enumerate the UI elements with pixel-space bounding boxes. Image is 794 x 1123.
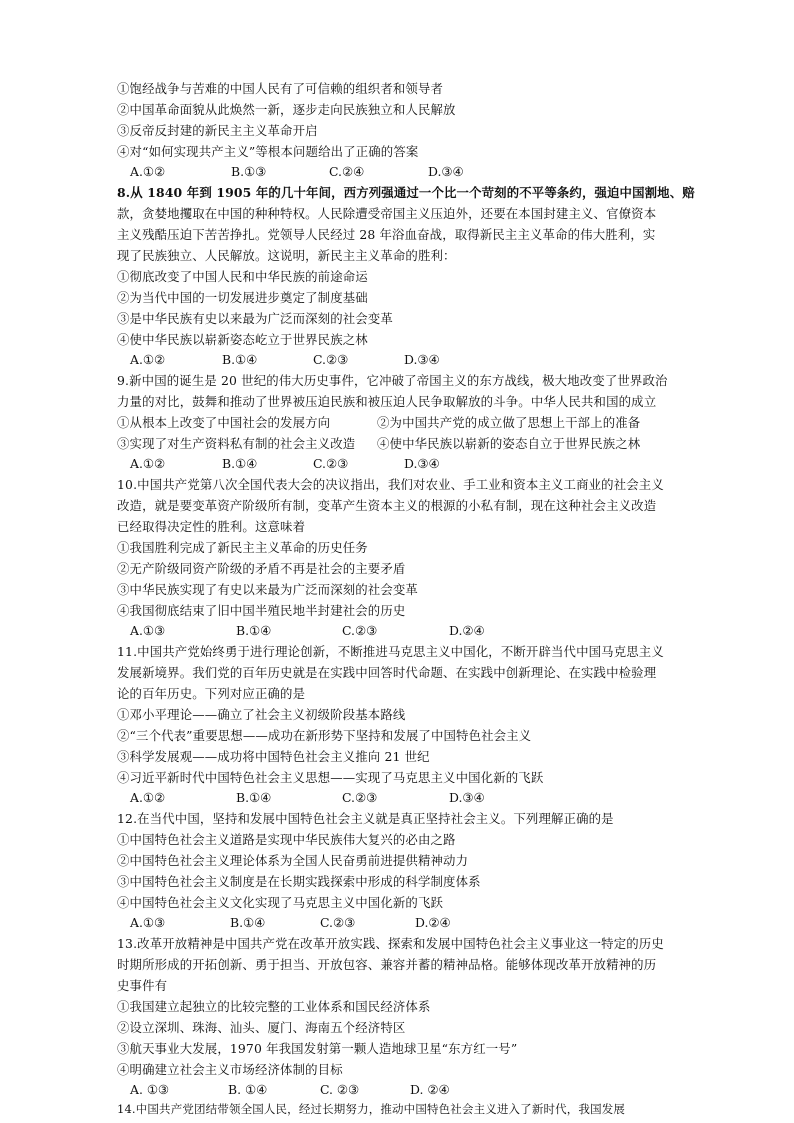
q9-option-d: D.③④	[404, 456, 440, 471]
q11-option-d: D.③④	[449, 790, 485, 805]
q10-option-b: B.①④	[236, 623, 272, 638]
q11-item-2: ②“三个代表”重要思想——成功在新形势下坚持和发展了中国特色社会主义	[117, 728, 532, 743]
q8-item-4: ④使中华民族以崭新姿态屹立于世界民族之林	[117, 332, 368, 347]
q13-stem-line-3: 史事件有	[117, 978, 168, 993]
q13-stem-line-2: 时期所形成的开拓创新、勇于担当、开放包容、兼容并蓄的精神品格。能够体现改革开放精神的历	[117, 957, 657, 972]
q7-option-c: C.②④	[329, 164, 365, 179]
q8-stem-line-3: 主义残酷压迫下苦苦挣扎。党领导人民经过 28 年浴血奋战，取得新民主主义革命的伟大胜利，实	[117, 227, 656, 242]
q12-item-1: ①中国特色社会主义道路是实现中华民族伟大复兴的必由之路	[117, 832, 456, 847]
q9-option-c: C.②③	[313, 456, 349, 471]
q13-option-d: D. ②④	[410, 1082, 450, 1097]
q13-stem-line-1: 13.改革开放精神是中国共产党在改革开放实践、探索和发展中国特色社会主义事业这一特定的历史	[117, 936, 664, 951]
q11-option-a: A.①②	[130, 790, 166, 805]
q8-option-c: C.②③	[313, 352, 349, 367]
q10-item-1: ①我国胜利完成了新民主主义革命的历史任务	[117, 540, 368, 555]
q13-option-b: B. ①④	[228, 1082, 268, 1097]
q14-stem-line-1: 14.中国共产党团结带领全国人民，经过长期努力，推动中国特色社会主义进入了新时代，我国发展	[117, 1102, 626, 1116]
q12-item-3: ③中国特色社会主义制度是在长期实践探索中形成的科学制度体系	[117, 874, 481, 889]
q8-option-b: B.①④	[222, 352, 258, 367]
q8-item-1: ①彻底改变了中国人民和中华民族的前途命运	[117, 269, 368, 284]
q9-option-a: A.①②	[130, 456, 166, 471]
q7-item-2: ②中国革命面貌从此焕然一新，逐步走向民族独立和人民解放	[117, 102, 456, 117]
q9-stem-line-2: 力量的对比，鼓舞和推动了世界被压迫民族和被压迫人民争取解放的斗争。中华人民共和国的成立	[117, 394, 657, 409]
q10-option-d: D.②④	[449, 623, 485, 638]
q10-stem-line-2: 改造，就是要变革资产阶级所有制，变革产生资本主义的根源的小私有制，现在这种社会主义改造	[117, 498, 657, 513]
q9-item-3: ③实现了对生产资料私有制的社会主义改造	[117, 436, 356, 451]
q10-option-c: C.②③	[342, 623, 378, 638]
q12-item-4: ④中国特色社会主义文化实现了马克思主义中国化新的飞跃	[117, 895, 444, 910]
q10-stem-line-3: 已经取得决定性的胜利。这意味着	[117, 519, 306, 534]
q13-item-4: ④明确建立社会主义市场经济体制的目标	[117, 1062, 343, 1077]
q8-option-a: A.①②	[130, 352, 166, 367]
q12-option-b: B.①④	[230, 915, 266, 930]
q13-item-1: ①我国建立起独立的比较完整的工业体系和国民经济体系	[117, 999, 431, 1014]
q7-option-a: A.①②	[130, 164, 166, 179]
q11-stem-line-3: 论的百年历史。下列对应正确的是	[117, 686, 306, 701]
q7-item-3: ③反帝反封建的新民主主义革命开启	[117, 123, 318, 138]
q11-item-4: ④习近平新时代中国特色社会主义思想——实现了马克思主义中国化新的飞跃	[117, 770, 544, 785]
q11-stem-line-1: 11.中国共产党始终勇于进行理论创新，不断推进马克思主义中国化，不断开辟当代中国马克思主义	[117, 644, 664, 659]
q8-option-d: D.③④	[404, 352, 440, 367]
q11-item-1: ①邓小平理论——确立了社会主义初级阶段基本路线	[117, 707, 406, 722]
q12-item-2: ②中国特色社会主义理论体系为全国人民奋勇前进提供精神动力	[117, 853, 469, 868]
q13-item-2: ②设立深圳、珠海、汕头、厦门、海南五个经济特区	[117, 1020, 406, 1035]
q8-item-2: ②为当代中国的一切发展进步奠定了制度基础	[117, 290, 368, 305]
q9-item-4: ④使中华民族以崭新的姿态自立于世界民族之林	[377, 436, 641, 451]
q8-stem-line-1: 8.从 1840 年到 1905 年的几十年间，西方列强通过一个比一个苛刻的不平等条约，强迫中国割地、赔	[117, 185, 695, 200]
q13-option-c: C. ②③	[320, 1082, 360, 1097]
q10-stem-line-1: 10.中国共产党第八次全国代表大会的决议指出，我们对农业、手工业和资本主义工商业的社会主义	[117, 477, 664, 492]
q11-stem-line-2: 发展新境界。我们党的百年历史就是在实践中回答时代命题、在实践中创新理论、在实践中检验理	[117, 665, 657, 680]
q10-item-2: ②无产阶级同资产阶级的矛盾不再是社会的主要矛盾	[117, 561, 406, 576]
q10-option-a: A.①③	[130, 623, 166, 638]
q10-item-3: ③中华民族实现了有史以来最为广泛而深刻的社会变革	[117, 582, 418, 597]
q9-stem-line-1: 9.新中国的诞生是 20 世纪的伟大历史事件，它冲破了帝国主义的东方战线，极大地改变了世界政治	[117, 373, 668, 388]
q13-item-3: ③航天事业大发展，1970 年我国发射第一颗人造地球卫星“东方红一号”	[117, 1041, 518, 1056]
q12-option-d: D.②④	[415, 915, 451, 930]
q12-option-c: C.②③	[320, 915, 356, 930]
q11-item-3: ③科学发展观——成功将中国特色社会主义推向 21 世纪	[117, 749, 430, 764]
q8-item-3: ③是中华民族有史以来最为广泛而深刻的社会变革	[117, 311, 393, 326]
q7-option-b: B.①③	[231, 164, 267, 179]
q13-option-a: A. ①③	[130, 1082, 170, 1097]
q11-option-c: C.②③	[342, 790, 378, 805]
q9-item-2: ②为中国共产党的成立做了思想上干部上的准备	[377, 415, 641, 430]
q9-option-b: B.①④	[222, 456, 258, 471]
q7-option-d: D.③④	[428, 164, 464, 179]
q8-stem-line-2: 款，贪婪地攫取在中国的种种特权。人民除遭受帝国主义压迫外，还要在本国封建主义、官僚资本	[117, 206, 657, 221]
q7-item-4: ④对“如何实现共产主义”等根本问题给出了正确的答案	[117, 144, 419, 159]
q12-stem-line-1: 12.在当代中国，坚持和发展中国特色社会主义就是真正坚持社会主义。下列理解正确的是	[117, 811, 614, 826]
q10-item-4: ④我国彻底结束了旧中国半殖民地半封建社会的历史	[117, 603, 406, 618]
q12-option-a: A.①③	[130, 915, 166, 930]
q11-option-b: B.①④	[236, 790, 272, 805]
q9-item-1: ①从根本上改变了中国社会的发展方向	[117, 415, 331, 430]
q8-stem-line-4: 现了民族独立、人民解放。这说明，新民主主义革命的胜利：	[117, 248, 456, 263]
q7-item-1: ①饱经战争与苦难的中国人民有了可信赖的组织者和领导者	[117, 81, 444, 96]
